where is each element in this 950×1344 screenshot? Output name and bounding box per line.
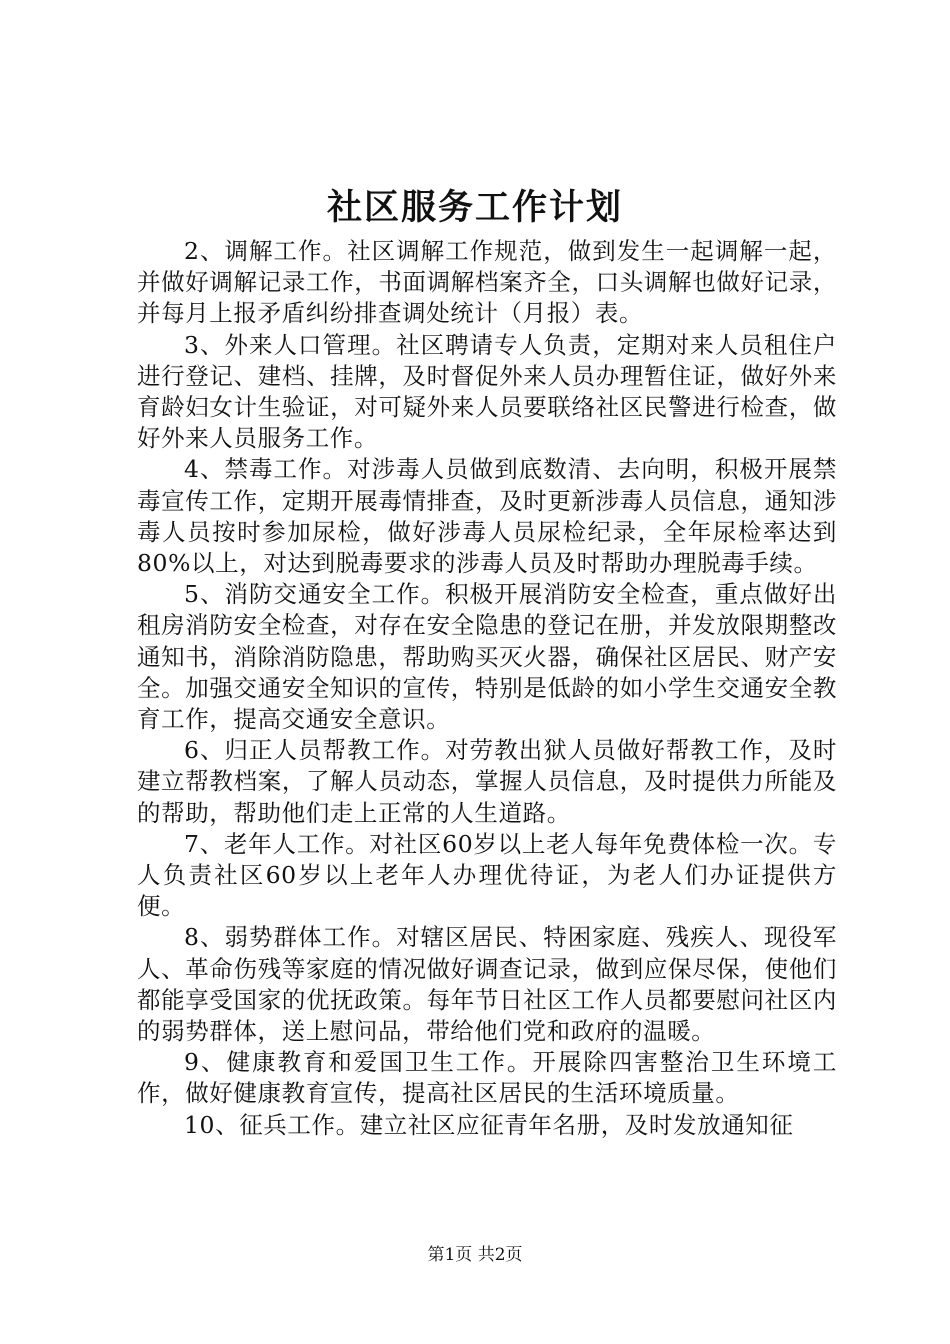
paragraph-elderly: 7、老年人工作。对社区60岁以上老人每年免费体检一次。专人负责社区60岁以上老年人办理优待证，为老人们办证提供方便。 [137,829,837,921]
paragraph-vulnerable-groups: 8、弱势群体工作。对辖区居民、特困家庭、残疾人、现役军人、革命伤残等家庭的情况做好调查记录，做到应保尽保，使他们都能享受国家的优抚政策。每年节日社区工作人员都要慰问社区内的弱势群体，送上慰问品，带给他们党和政府的温暖。 [137,923,837,1046]
paragraph-drug-control: 4、禁毒工作。对涉毒人员做到底数清、去向明，积极开展禁毒宣传工作，定期开展毒情排查，及时更新涉毒人员信息，通知涉毒人员按时参加尿检，做好涉毒人员尿检纪录，全年尿检率达到80%以上，对达到脱毒要求的涉毒人员及时帮助办理脱毒手续。 [137,455,837,578]
document-body [137,236,837,1141]
paragraph-migrant-population: 3、外来人口管理。社区聘请专人负责，定期对来人员租住户进行登记、建档、挂牌，及时督促外来人员办理暂住证，做好外来育龄妇女计生验证，对可疑外来人员要联络社区民警进行检查，做好外来人员服务工作。 [137,330,837,453]
paragraph-fire-traffic-safety: 5、消防交通安全工作。积极开展消防安全检查，重点做好出租房消防安全检查，对存在安全隐患的登记在册，并发放限期整改通知书，消除消防隐患，帮助购买灭火器，确保社区居民、财产安全。加强交通安全知识的宣传，特别是低龄的如小学生交通安全教育工作，提高交通安全意识。 [137,580,837,734]
paragraph-mediation: 2、调解工作。社区调解工作规范，做到发生一起调解一起，并做好调解记录工作，书面调解档案齐全，口头调解也做好记录，并每月上报矛盾纠纷排查调处统计（月报）表。 [137,237,837,328]
paragraph-rehabilitation: 6、归正人员帮教工作。对劳教出狱人员做好帮教工作，及时建立帮教档案，了解人员动态，掌握人员信息，及时提供力所能及的帮助，帮助他们走上正常的人生道路。 [137,736,837,827]
paragraph-health-sanitation: 9、健康教育和爱国卫生工作。开展除四害整治卫生环境工作，做好健康教育宣传，提高社区居民的生活环境质量。 [137,1048,837,1108]
page-number-footer: 第1页 共2页 [427,1245,523,1265]
paragraph-conscription: 10、征兵工作。建立社区应征青年名册，及时发放通知征 [184,1110,794,1139]
document-title: 社区服务工作计划 [326,187,623,228]
